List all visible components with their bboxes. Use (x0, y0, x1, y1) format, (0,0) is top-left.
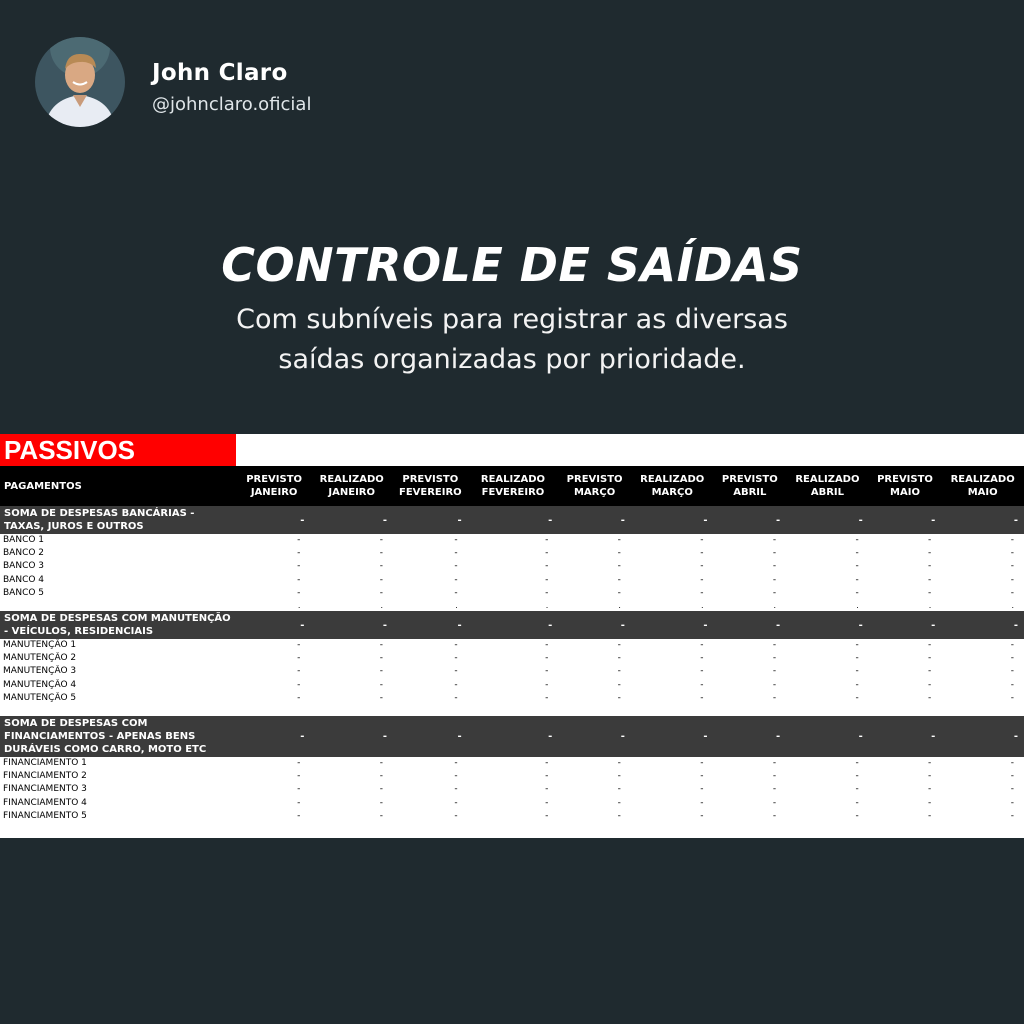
column-header-line: REALIZADO (795, 474, 860, 485)
group-label: SOMA DE DESPESAS COM MANUTENÇÃO - VEÍCULOS, RESIDENCIAIS (0, 611, 238, 639)
value-cell[interactable]: - (454, 758, 458, 769)
value-cell[interactable]: - (545, 784, 549, 795)
value-cell[interactable]: - (700, 574, 704, 585)
value-cell[interactable]: - (700, 640, 704, 651)
blank-row (0, 823, 1024, 834)
value-cell[interactable]: - (1010, 653, 1014, 664)
value-cell[interactable]: - (1010, 561, 1014, 572)
blank-cell[interactable]: . (380, 601, 384, 611)
value-cell[interactable]: - (454, 692, 458, 703)
group-total-cell[interactable]: - (869, 716, 942, 757)
value-cell[interactable]: - (772, 797, 777, 808)
value-cell[interactable]: - (928, 587, 932, 598)
value-cell[interactable]: - (379, 771, 384, 782)
table-row (0, 783, 1024, 796)
value-cell[interactable]: - (928, 548, 932, 559)
value-cell[interactable]: - (928, 561, 932, 572)
value-cell[interactable]: - (379, 679, 384, 690)
blank-cell[interactable] (631, 823, 714, 834)
value-cell[interactable]: - (855, 653, 859, 664)
group-total-cell[interactable]: - (310, 611, 393, 639)
row-label: MANUTENÇÃO 4 (3, 679, 77, 690)
column-header-line: JANEIRO (250, 487, 298, 498)
blank-cell[interactable]: . (773, 601, 777, 611)
payments-table (0, 466, 1024, 834)
blank-cell[interactable] (558, 823, 631, 834)
value-cell[interactable]: - (617, 653, 621, 664)
value-cell[interactable]: - (454, 640, 458, 651)
value-cell[interactable]: - (545, 692, 549, 703)
column-header-line: MARÇO (651, 487, 693, 498)
value-cell[interactable]: - (617, 810, 621, 821)
table-row (0, 692, 1024, 705)
group-total-cell[interactable]: - (468, 506, 559, 534)
column-header-line: MAIO (890, 487, 920, 498)
column-header (941, 466, 1024, 506)
value-cell[interactable]: - (379, 653, 384, 664)
value-cell[interactable]: - (700, 784, 704, 795)
value-cell[interactable]: - (928, 574, 932, 585)
column-header (393, 466, 468, 506)
value-cell[interactable]: - (855, 771, 859, 782)
value-cell[interactable]: - (1010, 784, 1014, 795)
value-cell[interactable]: - (454, 587, 458, 598)
value-cell[interactable]: - (297, 666, 301, 677)
blank-cell[interactable] (714, 823, 787, 834)
row-label: BANCO 5 (3, 587, 45, 598)
value-cell[interactable]: - (454, 666, 458, 677)
value-cell[interactable]: - (617, 535, 621, 545)
blank-cell[interactable]: . (455, 601, 458, 611)
value-cell[interactable]: - (545, 574, 549, 585)
column-header (631, 466, 714, 506)
group-total-cell[interactable]: - (558, 611, 631, 639)
value-cell[interactable]: - (928, 666, 932, 677)
value-cell[interactable]: - (454, 797, 458, 808)
blank-cell[interactable]: . (297, 601, 301, 611)
value-cell[interactable]: - (928, 679, 932, 690)
group-total-cell[interactable]: - (631, 611, 714, 639)
value-cell[interactable]: - (297, 679, 301, 690)
value-cell[interactable]: - (855, 679, 859, 690)
value-cell[interactable]: - (297, 771, 301, 782)
value-cell[interactable]: - (1010, 810, 1014, 821)
value-cell[interactable]: - (772, 758, 777, 769)
value-cell[interactable]: - (617, 692, 621, 703)
value-cell[interactable]: - (700, 692, 704, 703)
table-row (0, 534, 1024, 547)
value-cell[interactable]: - (545, 548, 549, 559)
table-row (0, 547, 1024, 560)
value-cell[interactable]: - (700, 666, 704, 677)
spreadsheet (0, 434, 1024, 838)
row-label: MANUTENÇÃO 2 (3, 653, 77, 664)
row-label: MANUTENÇÃO 3 (3, 666, 77, 677)
value-cell[interactable]: - (855, 797, 859, 808)
group-total-cell[interactable]: - (869, 506, 942, 534)
group-total-cell[interactable]: - (941, 611, 1024, 639)
value-cell[interactable]: - (855, 587, 859, 598)
group-total-cell[interactable]: - (468, 611, 559, 639)
avatar-photo-icon (35, 37, 125, 127)
column-header-line: PREVISTO (246, 474, 303, 485)
value-cell[interactable]: - (928, 758, 932, 769)
group-row (0, 611, 1024, 639)
value-cell[interactable]: - (297, 653, 301, 664)
value-cell[interactable]: - (617, 587, 621, 598)
value-cell[interactable]: - (545, 797, 549, 808)
blank-label-cell (0, 600, 238, 611)
column-header-line: JANEIRO (328, 487, 376, 498)
value-cell[interactable]: - (454, 810, 458, 821)
value-cell[interactable]: - (617, 758, 621, 769)
value-cell[interactable]: - (1010, 587, 1014, 598)
value-cell[interactable]: - (1010, 574, 1014, 585)
group-total-cell[interactable]: - (468, 716, 559, 757)
value-cell[interactable]: - (545, 666, 549, 677)
value-cell[interactable]: - (379, 640, 384, 651)
hero-subtitle: Com subníveis para registrar as diversas saídas organizadas por prioridade. (236, 304, 788, 375)
table-row (0, 639, 1024, 652)
blank-cell[interactable] (714, 705, 787, 716)
column-header-line: PREVISTO (402, 474, 459, 485)
column-header-line: REALIZADO (480, 474, 546, 485)
value-cell[interactable]: - (617, 797, 621, 808)
value-cell[interactable]: - (855, 666, 859, 677)
value-cell[interactable]: - (1010, 692, 1014, 703)
blank-cell[interactable]: . (856, 601, 859, 611)
value-cell[interactable]: - (379, 797, 384, 808)
blank-cell[interactable] (468, 705, 559, 716)
blank-cell[interactable] (786, 823, 869, 834)
table-row (0, 560, 1024, 573)
value-cell[interactable]: - (700, 758, 704, 769)
column-header (714, 466, 787, 506)
group-total-cell[interactable]: - (786, 716, 869, 757)
row-label: MANUTENÇÃO 5 (3, 692, 77, 703)
value-cell[interactable]: - (772, 679, 777, 690)
value-cell[interactable]: - (379, 692, 384, 703)
group-total-cell[interactable]: - (393, 506, 468, 534)
value-cell[interactable]: - (772, 587, 777, 598)
value-cell[interactable]: - (855, 784, 859, 795)
value-cell[interactable]: - (297, 535, 301, 545)
group-row (0, 716, 1024, 757)
blank-cell[interactable] (238, 823, 311, 834)
blank-cell[interactable] (941, 823, 1024, 834)
group-total-cell[interactable]: - (310, 716, 393, 757)
avatar (35, 37, 125, 127)
column-header-line: ABRIL (733, 487, 767, 498)
value-cell[interactable]: - (617, 548, 621, 559)
group-total-cell[interactable]: - (558, 716, 631, 757)
blank-cell[interactable] (869, 823, 942, 834)
blank-cell[interactable] (631, 705, 714, 716)
group-total-cell[interactable]: - (631, 716, 714, 757)
value-cell[interactable]: - (772, 574, 777, 585)
table-row (0, 665, 1024, 678)
blank-cell[interactable] (310, 705, 393, 716)
value-cell[interactable]: - (297, 797, 301, 808)
value-cell[interactable]: - (1010, 666, 1014, 677)
blank-cell[interactable]: . (618, 601, 621, 611)
value-cell[interactable]: - (379, 587, 384, 598)
row-label: BANCO 4 (3, 574, 45, 585)
column-header-line: FEVEREIRO (481, 487, 545, 498)
column-header (468, 466, 559, 506)
value-cell[interactable]: - (545, 771, 549, 782)
value-cell[interactable]: - (545, 653, 549, 664)
table-row (0, 770, 1024, 783)
value-cell[interactable]: - (700, 535, 704, 545)
column-header (558, 466, 631, 506)
row-label: FINANCIAMENTO 4 (3, 797, 87, 808)
value-cell[interactable]: - (617, 666, 621, 677)
group-total-cell[interactable]: - (714, 506, 787, 534)
value-cell[interactable]: - (772, 653, 777, 664)
author-name: John Claro (152, 60, 288, 86)
value-cell[interactable]: - (297, 574, 301, 585)
row-label: FINANCIAMENTO 3 (3, 784, 87, 795)
group-label: SOMA DE DESPESAS BANCÁRIAS - TAXAS, JUROS E OUTROS (0, 506, 238, 534)
value-cell[interactable]: - (772, 548, 777, 559)
column-header-line: REALIZADO (950, 474, 1015, 485)
row-label: BANCO 3 (3, 561, 45, 572)
group-total-cell[interactable]: - (786, 611, 869, 639)
column-header-line: FEVEREIRO (398, 487, 462, 498)
value-cell[interactable]: - (928, 810, 932, 821)
value-cell[interactable]: - (454, 561, 458, 572)
group-total-cell[interactable]: - (941, 716, 1024, 757)
value-cell[interactable]: - (855, 574, 859, 585)
value-cell[interactable]: - (617, 574, 621, 585)
group-total-cell[interactable]: - (786, 506, 869, 534)
value-cell[interactable]: - (1010, 758, 1014, 769)
blank-cell[interactable] (941, 705, 1024, 716)
value-cell[interactable]: - (1010, 535, 1014, 545)
value-cell[interactable]: - (772, 640, 777, 651)
value-cell[interactable]: - (1010, 679, 1014, 690)
sheet-title: PASSIVOS (0, 434, 236, 466)
blank-row (0, 600, 1024, 611)
blank-cell[interactable] (869, 705, 942, 716)
group-total-cell[interactable]: - (558, 506, 631, 534)
value-cell[interactable]: - (545, 587, 549, 598)
value-cell[interactable]: - (617, 784, 621, 795)
value-cell[interactable]: - (928, 653, 932, 664)
value-cell[interactable]: - (855, 640, 859, 651)
value-cell[interactable]: - (297, 587, 301, 598)
value-cell[interactable]: - (700, 810, 704, 821)
value-cell[interactable]: - (928, 797, 932, 808)
value-cell[interactable]: - (772, 535, 777, 545)
value-cell[interactable]: - (297, 692, 301, 703)
table-row (0, 810, 1024, 823)
group-row (0, 506, 1024, 534)
value-cell[interactable]: - (379, 784, 384, 795)
value-cell[interactable]: - (1010, 771, 1014, 782)
column-header-line: ABRIL (810, 487, 844, 498)
table-row (0, 797, 1024, 810)
value-cell[interactable]: - (454, 784, 458, 795)
column-header-line: PREVISTO (566, 474, 623, 485)
value-cell[interactable]: - (379, 561, 384, 572)
table-row (0, 652, 1024, 665)
row-label: FINANCIAMENTO 2 (3, 771, 87, 782)
group-total-cell[interactable]: - (869, 611, 942, 639)
value-cell[interactable]: - (772, 692, 777, 703)
value-cell[interactable]: - (928, 640, 932, 651)
blank-cell[interactable] (393, 823, 468, 834)
group-total-cell[interactable]: - (393, 716, 468, 757)
value-cell[interactable]: - (855, 535, 859, 545)
row-label: FINANCIAMENTO 1 (3, 758, 87, 769)
author-handle: @johnclaro.oficial (152, 94, 312, 115)
value-cell[interactable]: - (772, 771, 777, 782)
blank-cell[interactable] (468, 823, 559, 834)
value-cell[interactable]: - (454, 535, 458, 545)
column-header-line: REALIZADO (319, 474, 384, 485)
value-cell[interactable]: - (545, 810, 549, 821)
group-total-cell[interactable]: - (310, 506, 393, 534)
value-cell[interactable]: - (700, 548, 704, 559)
value-cell[interactable]: - (772, 810, 777, 821)
value-cell[interactable]: - (454, 548, 458, 559)
column-header-line: REALIZADO (640, 474, 705, 485)
hero-title: CONTROLE DE SAÍDAS (221, 238, 803, 292)
value-cell[interactable]: - (545, 535, 549, 545)
group-total-cell[interactable]: - (714, 611, 787, 639)
group-total-cell[interactable]: - (238, 611, 311, 639)
header-label: PAGAMENTOS (0, 466, 238, 506)
value-cell[interactable]: - (1010, 640, 1014, 651)
blank-label-cell (0, 823, 238, 834)
column-header (310, 466, 393, 506)
table-row (0, 679, 1024, 692)
value-cell[interactable]: - (379, 666, 384, 677)
value-cell[interactable]: - (700, 679, 704, 690)
value-cell[interactable]: - (379, 574, 384, 585)
column-header-line: PREVISTO (721, 474, 778, 485)
value-cell[interactable]: - (297, 810, 301, 821)
table-row (0, 757, 1024, 770)
column-header-line: MARÇO (573, 487, 616, 498)
group-total-cell[interactable]: - (941, 506, 1024, 534)
value-cell[interactable]: - (855, 810, 859, 821)
value-cell[interactable]: - (297, 561, 301, 572)
blank-cell[interactable] (310, 823, 393, 834)
blank-cell[interactable]: . (928, 601, 932, 611)
value-cell[interactable]: - (379, 810, 384, 821)
value-cell[interactable]: - (772, 561, 777, 572)
column-header-line: MAIO (967, 487, 998, 498)
value-cell[interactable]: - (1010, 548, 1014, 559)
value-cell[interactable]: - (454, 771, 458, 782)
column-header (786, 466, 869, 506)
group-total-cell[interactable]: - (238, 716, 311, 757)
blank-label-cell (0, 705, 238, 716)
group-total-cell[interactable]: - (714, 716, 787, 757)
value-cell[interactable]: - (379, 758, 384, 769)
blank-cell[interactable] (558, 705, 631, 716)
value-cell[interactable]: - (928, 771, 932, 782)
blank-cell[interactable] (238, 705, 311, 716)
value-cell[interactable]: - (700, 771, 704, 782)
blank-cell[interactable]: . (700, 601, 704, 611)
table-row (0, 587, 1024, 600)
value-cell[interactable]: - (928, 784, 932, 795)
value-cell[interactable]: - (454, 653, 458, 664)
group-total-cell[interactable]: - (238, 506, 311, 534)
blank-cell[interactable] (786, 705, 869, 716)
value-cell[interactable]: - (772, 784, 777, 795)
blank-row (0, 705, 1024, 716)
blank-cell[interactable] (393, 705, 468, 716)
value-cell[interactable]: - (700, 587, 704, 598)
row-label: BANCO 1 (3, 535, 45, 545)
blank-cell[interactable]: . (1011, 601, 1014, 611)
value-cell[interactable]: - (454, 574, 458, 585)
row-label: FINANCIAMENTO 5 (3, 810, 87, 821)
row-label: MANUTENÇÃO 1 (3, 640, 77, 651)
value-cell[interactable]: - (855, 758, 859, 769)
column-header (238, 466, 311, 506)
value-cell[interactable]: - (855, 561, 859, 572)
value-cell[interactable]: - (772, 666, 777, 677)
value-cell[interactable]: - (454, 679, 458, 690)
value-cell[interactable]: - (617, 561, 621, 572)
column-header (869, 466, 942, 506)
table-header-row (0, 466, 1024, 506)
table-row (0, 574, 1024, 587)
value-cell[interactable]: - (617, 771, 621, 782)
value-cell[interactable]: - (545, 679, 549, 690)
value-cell[interactable]: - (297, 758, 301, 769)
value-cell[interactable]: - (297, 640, 301, 651)
value-cell[interactable]: - (855, 548, 859, 559)
value-cell[interactable]: - (617, 640, 621, 651)
value-cell[interactable]: - (617, 679, 621, 690)
value-cell[interactable]: - (379, 548, 384, 559)
group-total-cell[interactable]: - (631, 506, 714, 534)
blank-cell[interactable]: . (545, 601, 549, 611)
value-cell[interactable]: - (928, 692, 932, 703)
value-cell[interactable]: - (545, 640, 549, 651)
value-cell[interactable]: - (700, 653, 704, 664)
value-cell[interactable]: - (297, 784, 301, 795)
value-cell[interactable]: - (379, 535, 384, 545)
value-cell[interactable]: - (297, 548, 301, 559)
value-cell[interactable]: - (545, 561, 549, 572)
value-cell[interactable]: - (545, 758, 549, 769)
value-cell[interactable]: - (855, 692, 859, 703)
group-label: SOMA DE DESPESAS COM FINANCIAMENTOS - APENAS BENS DURÁVEIS COMO CARRO, MOTO ETC (0, 716, 238, 757)
value-cell[interactable]: - (700, 561, 704, 572)
row-label: BANCO 2 (3, 548, 45, 559)
value-cell[interactable]: - (700, 797, 704, 808)
column-header-line: PREVISTO (877, 474, 933, 485)
value-cell[interactable]: - (1010, 797, 1014, 808)
group-total-cell[interactable]: - (393, 611, 468, 639)
value-cell[interactable]: - (928, 535, 932, 545)
